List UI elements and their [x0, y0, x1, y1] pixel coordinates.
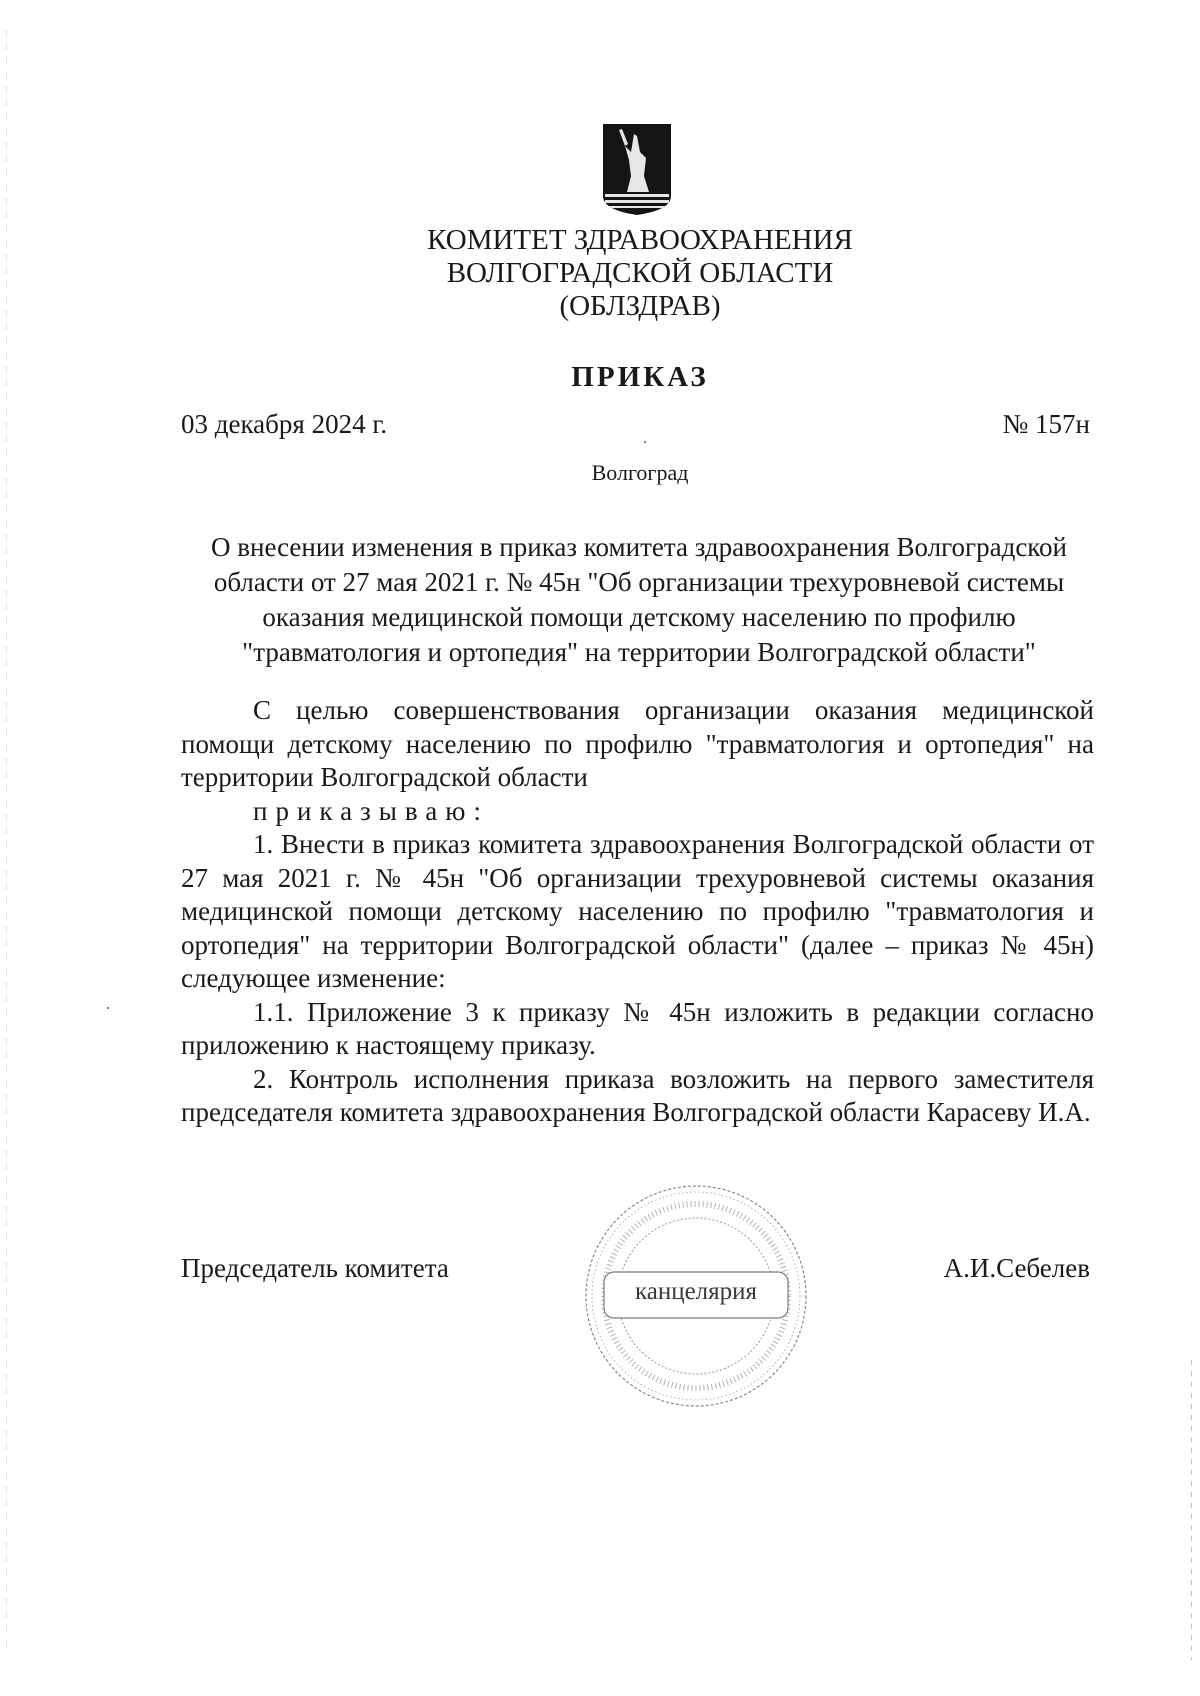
preamble-paragraph: С целью совершенствования организации оказания медицинской помощи детскому населению по профилю "травматология и ортопедия" на территории Волгоградской области [181, 695, 1094, 792]
document-number: № 157н [1002, 409, 1090, 439]
org-line-3: (ОБЛЗДРАВ) [559, 290, 721, 322]
signer-name: А.И.Себелев [943, 1253, 1090, 1283]
document-body [181, 694, 1094, 1130]
document-date: 03 декабря 2024 г. [181, 409, 388, 439]
scan-edge-right [1191, 1360, 1192, 1660]
subject-line: О внесении изменения в приказ комитета здравоохранения Волгоградской [211, 532, 1067, 562]
stamp-label: канцелярия [634, 1278, 758, 1305]
org-line-2: ВОЛГОГРАДСКОЙ ОБЛАСТИ [446, 257, 834, 289]
document-type-title: ПРИКАЗ [571, 361, 709, 393]
subject-line: "травматология и ортопедия" на территории Волгоградской области" [242, 637, 1036, 667]
item-1-1-paragraph: 1.1. Приложение 3 к приказу № 45н изложить в редакции согласно приложению к настоящему приказу. [181, 996, 1094, 1060]
item-2-paragraph: 2. Контроль исполнения приказа возложить на первого заместителя председателя комитета здравоохранения Волгоградской области Карасеву И.А. [181, 1063, 1094, 1127]
subject-line: оказания медицинской помощи детскому населению по профилю [262, 602, 1016, 632]
org-line-1: КОМИТЕТ ЗДРАВООХРАНЕНИЯ [427, 224, 853, 256]
subject-line: области от 27 мая 2021 г. № 45н "Об организации трехуровневой системы [213, 567, 1065, 597]
scan-edge-left [6, 30, 7, 1650]
item-1-paragraph: 1. Внести в приказ комитета здравоохранения Волгоградской области от 27 мая 2021 г. № 45н "Об организации трехуровневой системы оказания медицинской помощи детскому населению по профилю "травматология и ортопедия" на территории Волгоградской области" (далее – приказ № 45н) следующее изменение: [181, 829, 1094, 993]
organization-header [300, 224, 980, 323]
scan-speck [107, 1007, 109, 1009]
document-city: Волгоград [591, 460, 689, 485]
coat-of-arms-emblem [601, 122, 673, 216]
signer-title: Председатель комитета [181, 1253, 449, 1283]
order-word: приказываю: [253, 795, 489, 826]
scan-speck [644, 441, 646, 443]
document-subject [180, 530, 1098, 670]
